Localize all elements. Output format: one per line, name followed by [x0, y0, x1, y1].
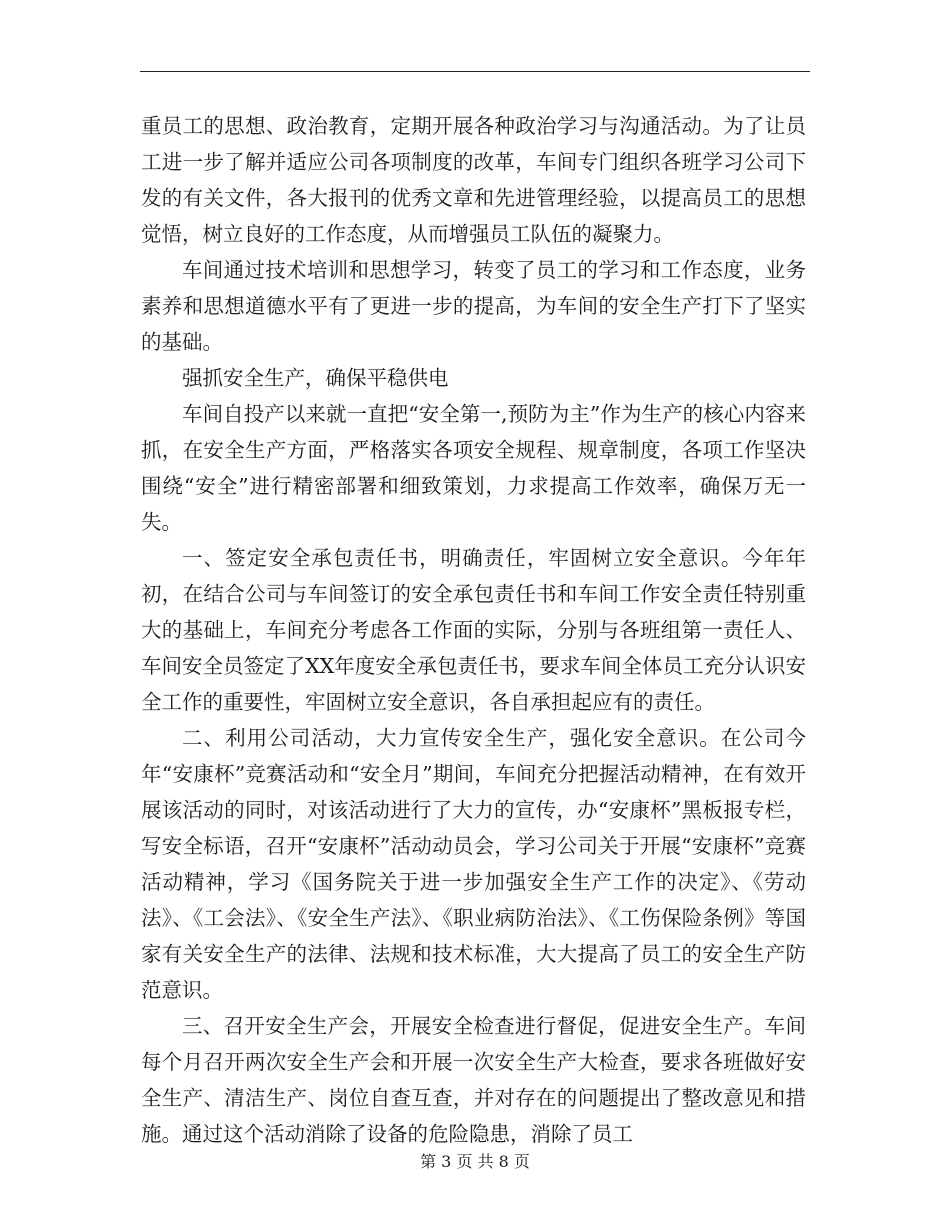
- header-rule: [140, 71, 810, 72]
- paragraph-2: 车间通过技术培训和思想学习，转变了员工的学习和工作态度，业务素养和思想道德水平有了更进一步的提高，为车间的安全生产打下了坚实的基础。: [141, 258, 806, 354]
- paragraph-7: 三、召开安全生产会，开展安全检查进行督促，促进安全生产。车间每个月召开两次安全生产会和开展一次安全生产大检查，要求各班做好安全生产、清洁生产、岗位自查互查，并对存在的问题提出了整改意见和措施。通过这个活动消除了设备的危险隐患，消除了员工: [141, 1014, 806, 1146]
- footer-suffix: 页: [513, 1152, 530, 1171]
- footer-prefix: 第: [420, 1152, 437, 1171]
- page-footer: [0, 1152, 950, 1172]
- paragraph-4: 车间自投产以来就一直把“安全第一,预防为主”作为生产的核心内容来抓，在安全生产方面，严格落实各项安全规程、规章制度，各项工作坚决围绕“安全”进行精密部署和细致策划，力求提高工作效率，确保万无一失。: [141, 402, 806, 534]
- paragraph-6: 二、利用公司活动，大力宣传安全生产，强化安全意识。在公司今年“安康杯”竞赛活动和“安全月”期间，车间充分把握活动精神，在有效开展该活动的同时，对该活动进行了大力的宣传，办“安康杯”黑板报专栏，写安全标语，召开“安康杯”活动动员会，学习公司关于开展“安康杯”竞赛活动精神，学习《国务院关于进一步加强安全生产工作的决定》、《劳动法》、《工会法》、《安全生产法》、《职业病防治法》、《工伤保险条例》等国家有关安全生产的法律、法规和技术标准，大大提高了员工的安全生产防范意识。: [141, 726, 806, 1002]
- footer-page-number: 3: [441, 1152, 452, 1171]
- document-body: [141, 108, 806, 1152]
- paragraph-5: 一、签定安全承包责任书，明确责任，牢固树立安全意识。今年年初，在结合公司与车间签订的安全承包责任书和车间工作安全责任特别重大的基础上，车间充分考虑各工作面的实际，分别与各班组第一责任人、车间安全员签定了XX年度安全承包责任书，要求车间全体员工充分认识安全工作的重要性，牢固树立安全意识，各自承担起应有的责任。: [141, 546, 806, 714]
- footer-total-pages: 8: [498, 1152, 509, 1171]
- footer-middle: 页 共: [456, 1152, 494, 1171]
- section-heading: 强抓安全生产，确保平稳供电: [182, 366, 449, 390]
- paragraph-1: 重员工的思想、政治教育，定期开展各种政治学习与沟通活动。为了让员工进一步了解并适应公司各项制度的改革，车间专门组织各班学习公司下发的有关文件，各大报刊的优秀文章和先进管理经验，以提高员工的思想觉悟，树立良好的工作态度，从而增强员工队伍的凝聚力。: [141, 114, 806, 246]
